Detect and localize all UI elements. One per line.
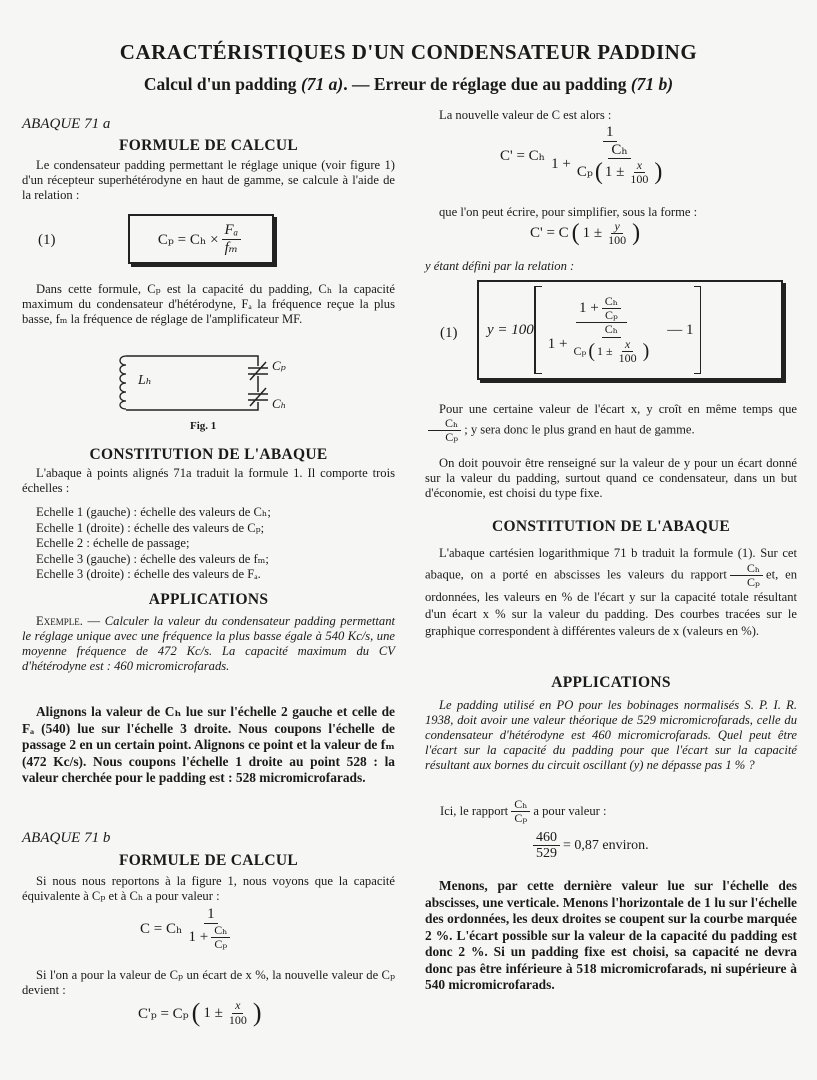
- figure-caption: Fig. 1: [190, 420, 217, 432]
- formula-x: x: [622, 338, 633, 352]
- subtitle-ref-a: (71 a): [300, 74, 344, 94]
- formula-den: 100: [228, 1012, 247, 1027]
- solution-paragraph: Alignons la valeur de Cₕ lue sur l'échelle 2 gauche et celle de Fₐ (540) lue sur l'échelle 3 droite. Nous coupons l'échelle de passage 2 en un certain point. Alignons ce point et la valeur de fₘ (472 Kc/s). Nous coupons l'échelle 1 droite au point 528 : la valeur cherchée pour le padding est : 528 micromicrofarads.: [22, 704, 395, 785]
- formula-hundred: 100: [630, 172, 649, 187]
- formula-num: 1: [603, 124, 617, 142]
- echelle-item: Echelle 1 (droite) : échelle des valeurs de Cₚ;: [36, 520, 265, 535]
- constitution-b-text-b: et, en ordonnées, les valeurs en % de l'écart y sur la capacité totale résultant d'un écart x % sur la valeur du padding. Des courbes tracées sur le graphique correspondent à différentes valeurs de x (valeurs en %).: [425, 567, 797, 639]
- echelles-list: [22, 505, 395, 583]
- formula-cp-prime: C'ₚ = Cₚ ( 1 ± $\frac{x}{100}$ ): [138, 998, 262, 1027]
- equation-number: (1): [38, 232, 56, 248]
- formula-bot-prefix: 1 +: [547, 335, 568, 352]
- intro-b-paragraph: Si nous nous reportons à la figure 1, nous voyons que la capacité équivalente à Cₚ et à Cₕ a pour valeur :: [22, 874, 395, 903]
- constitution-frac-num: Cₕ: [730, 562, 763, 576]
- renseigne-paragraph: On doit pouvoir être renseigné sur la valeur de y pour un écart donné sur la valeur du padding, surtout quand ce condensateur, dans un but d'économie, est choisi du type fixe.: [425, 456, 797, 500]
- left-bracket: [534, 286, 542, 374]
- rapport-text-a: Ici, le rapport: [440, 804, 509, 819]
- formula-num: 1: [204, 906, 218, 924]
- formula-c: [140, 906, 239, 951]
- formula-x: x: [634, 159, 645, 173]
- formula-c-simple: C' = C ( 1 ± $\frac{y}{100}$ ): [530, 219, 641, 248]
- formula-inner-num: Cₕ: [608, 142, 631, 160]
- formula-lhs: C' = Cₕ: [500, 147, 546, 164]
- formula-paren-prefix: 1 ±: [203, 1004, 223, 1021]
- subtitle-part-a: Calcul d'un padding: [143, 74, 301, 94]
- cp-label: Cₚ: [272, 358, 286, 373]
- page-subtitle: [0, 74, 817, 95]
- ratio-num: 460: [533, 830, 560, 846]
- formula-lhs: C = Cₕ: [140, 920, 183, 937]
- echelle-item: Echelle 3 (droite) : échelle des valeurs de Fₐ.: [36, 567, 261, 582]
- croit-frac-den: Cₚ: [445, 430, 458, 445]
- formula-den-prefix: 1 +: [188, 928, 209, 945]
- constitution-b-heading: CONSTITUTION DE L'ABAQUE: [491, 518, 731, 535]
- ch-label: Cₕ: [272, 396, 287, 411]
- intro-paragraph: Le condensateur padding permettant le réglage unique (voir figure 1) d'un récepteur superhétérodyne en haut de gamme, se calcule à l'aide de la relation :: [22, 158, 395, 202]
- croit-text-a: Pour une certaine valeur de l'écart x, y croît en même temps que: [439, 402, 797, 416]
- nouvelle-paragraph: La nouvelle valeur de C est alors :: [439, 108, 612, 122]
- constitution-heading: CONSTITUTION DE L'ABAQUE: [89, 446, 328, 463]
- rapport-text-b: a pour valeur :: [533, 804, 607, 819]
- ratio-formula: [530, 830, 649, 862]
- formula-inner-den: Cₚ: [214, 936, 228, 951]
- formula-lhs: C' = C: [530, 225, 569, 242]
- formula-minus-one: — 1: [667, 321, 694, 338]
- croit-frac-num: Cₕ: [428, 417, 461, 431]
- applications-b-heading: APPLICATIONS: [551, 674, 671, 691]
- formula-inner-num: Cₕ: [211, 924, 230, 938]
- formula-cn: Cₕ: [602, 295, 621, 309]
- subtitle-ref-b: (71 b): [630, 74, 674, 94]
- subtitle-part-b: . — Erreur de réglage due au padding: [343, 74, 631, 94]
- formula-top-prefix: 1 +: [579, 300, 599, 317]
- equation-number-y: (1): [440, 325, 458, 341]
- page-title: CARACTÉRISTIQUES D'UN CONDENSATEUR PADDING: [119, 40, 698, 64]
- simplifier-paragraph: que l'on peut écrire, pour simplifier, sous la forme :: [439, 205, 698, 219]
- constitution-frac-den: Cₚ: [747, 575, 760, 590]
- formula-pm: 1 ±: [596, 343, 613, 358]
- formula-den: 100: [608, 233, 627, 248]
- formula-lhs: Cₚ = Cₕ ×: [157, 231, 219, 248]
- formula-bot-cd: Cₚ: [573, 343, 587, 358]
- formula-paren-prefix: 1 ±: [604, 164, 625, 181]
- rapport-den: Cₚ: [514, 811, 528, 826]
- rapport-num: Cₕ: [511, 798, 530, 812]
- ecart-paragraph: Si l'on a pour la valeur de Cₚ un écart de x %, la nouvelle valeur de Cₚ devient :: [22, 968, 395, 997]
- formula-num: x: [232, 999, 243, 1013]
- formula-den-prefix: 1 +: [551, 155, 571, 172]
- formula-hundred: 100: [618, 350, 637, 365]
- formula-inner-den: Cₚ: [576, 164, 593, 181]
- formula-paren-prefix: 1 ±: [582, 225, 603, 242]
- coil-icon: [120, 356, 126, 409]
- formula-bot-cn: Cₕ: [602, 323, 621, 337]
- ratio-result: = 0,87 environ.: [563, 837, 649, 853]
- formule-b-heading: FORMULE DE CALCUL: [118, 852, 299, 869]
- abaque-71a-label: ABAQUE 71 a: [22, 116, 111, 132]
- right-bracket: [694, 286, 701, 374]
- formula-num: Fₐ: [222, 222, 242, 240]
- echelle-item: Echelle 3 (gauche) : échelle des valeurs de fₘ;: [36, 551, 269, 566]
- constitution-b-paragraph: [425, 545, 797, 640]
- ratio-den: 529: [536, 846, 557, 862]
- solution-b-paragraph: Menons, par cette dernière valeur lue sur l'échelle des abscisses, une verticale. Menons l'horizontale de 1 lu sur l'échelle des ordonnées, les deux droites se coupent sur la courbe marquée 2 %. L'écart possible sur la valeur de la capacité du padding est donc 2 %. Si un padding fixe est choisi, sa capacité ne devra donc pas être inférieure à 518 micromicrofarads, ni supérieure à 540 micromicrofarads.: [425, 878, 797, 992]
- applications-heading: APPLICATIONS: [148, 591, 269, 608]
- formula-cd: Cₚ: [604, 308, 618, 323]
- formula-lhs: y = 100: [487, 321, 534, 338]
- echelle-item: Echelle 2 : échelle de passage;: [36, 536, 190, 551]
- abaque-71b-label: ABAQUE 71 b: [22, 830, 111, 846]
- echelle-item: Echelle 1 (gauche) : échelle des valeurs de Cₕ;: [36, 505, 271, 519]
- exemple-paragraph: [22, 614, 395, 674]
- formula-box-1: [128, 214, 274, 264]
- y-defini-paragraph: y étant défini par la relation :: [425, 259, 575, 273]
- rapport-line: [440, 798, 606, 825]
- definitions-paragraph: Dans cette formule, Cₚ est la capacité du padding, Cₕ la capacité maximum du condensateur d'hétérodyne, Fₐ la fréquence reçue la plus basse, fₘ la fréquence de réglage de l'amplificateur MF.: [22, 282, 395, 326]
- probleme-paragraph: Le padding utilisé en PO pour les bobinages normalisés S. P. I. R. 1938, doit avoir une valeur théorique de 529 micromicrofarads, celle du condensateur d'hétérodyne est 460 micromicrofarads. Quel peut être l'écart sur la capacité du padding pour que l'écart sur la capacité résultant aux bornes du circuit oscillant (y) ne dépasse pas 1 % ?: [425, 698, 797, 772]
- constitution-paragraph: L'abaque à points alignés 71a traduit la formule 1. Il comporte trois échelles :: [22, 466, 395, 495]
- formula-den: fₘ: [224, 239, 239, 256]
- formula-lhs: C'ₚ = Cₚ: [138, 1005, 189, 1022]
- croit-text-b: ; y sera donc le plus grand en haut de gamme.: [464, 422, 695, 437]
- exemple-label: Exemple. —: [36, 614, 105, 628]
- croit-paragraph: [425, 402, 797, 444]
- formule-heading: FORMULE DE CALCUL: [118, 137, 299, 154]
- formula-box-y: y = 100 1 + $\frac{\text{Cₕ}}{\text{Cₚ}}$ 1 + Cₕ Cₚ ( 1 ± $\frac{x}{100}$ ) — 1: [477, 280, 783, 380]
- constitution-b-text-a: L'abaque cartésien logarithmique 71 b traduit la formule (1). Sur cet abaque, on a porté en abscisses les valeurs du rapport: [425, 546, 797, 582]
- formula-num: y: [611, 220, 622, 234]
- exemple-text: Calculer la valeur du condensateur padding permettant le réglage unique avec une fréquence la plus basse égale à 540 Kc/s, une moyenne fréquence de 472 Kc/s. La capacité maximum du CV d'hétérodyne est : 460 micromicrofarads.: [22, 614, 395, 673]
- formula-c-prime: C' = Cₕ 1 1 + Cₕ Cₚ ( 1 ± $\frac{x}{100}$ ): [500, 124, 663, 187]
- coil-label: Lₕ: [138, 373, 152, 388]
